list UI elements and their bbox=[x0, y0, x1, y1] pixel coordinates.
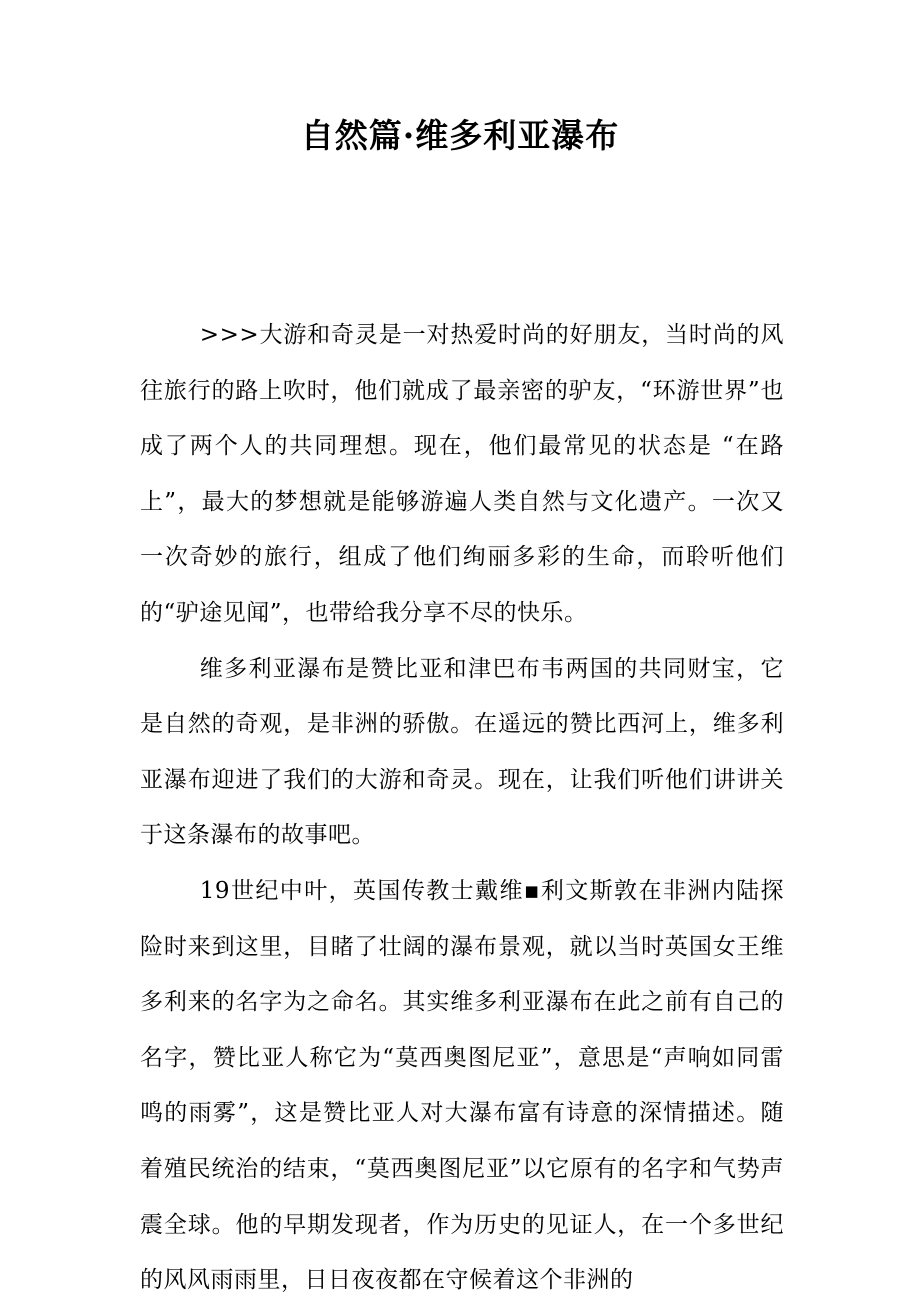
document-title: 自然篇·维多利亚瀑布 bbox=[300, 116, 620, 155]
paragraph-history: 19世纪中叶，英国传教士戴维▪利文斯敦在非洲内陆探险时来到这里，目睹了壮阔的瀑布景观，就以当时英国女王维多利来的名字为之命名。其实维多利亚瀑布在此之前有自己的名字，赞比亚人称它为“莫西奥图尼亚”，意思是“声响如同雷鸣的雨雾”，这是赞比亚人对大瀑布富有诗意的深情描述。随着殖民统治的结束，“莫西奥图尼亚”以它原有的名字和气势声震全球。他的早期发现者，作为历史的见证人，在一个多世纪的风风雨雨里，日日夜夜都在守候着这个非洲的 bbox=[140, 877, 784, 1294]
paragraph-falls-intro: 维多利亚瀑布是赞比亚和津巴布韦两国的共同财宝，它是自然的奇观，是非洲的骄傲。在遥远的赞比西河上，维多利亚瀑布迎进了我们的大游和奇灵。现在，让我们听他们讲讲关于这条瀑布的故事吧。 bbox=[140, 655, 784, 849]
document-body bbox=[140, 308, 784, 1309]
paragraph-intro: >>>大游和奇灵是一对热爱时尚的好朋友，当时尚的风往旅行的路上吹时，他们就成了最亲密的驴友，“环游世界”也成了两个人的共同理想。现在，他们最常见的状态是 “在路上”，最大的梦想就是能够游遍人类自然与文化遗产。一次又一次奇妙的旅行，组成了他们绚丽多彩的生命，而聆听他们的“驴途见闻”，也带给我分享不尽的快乐。 bbox=[140, 322, 784, 626]
